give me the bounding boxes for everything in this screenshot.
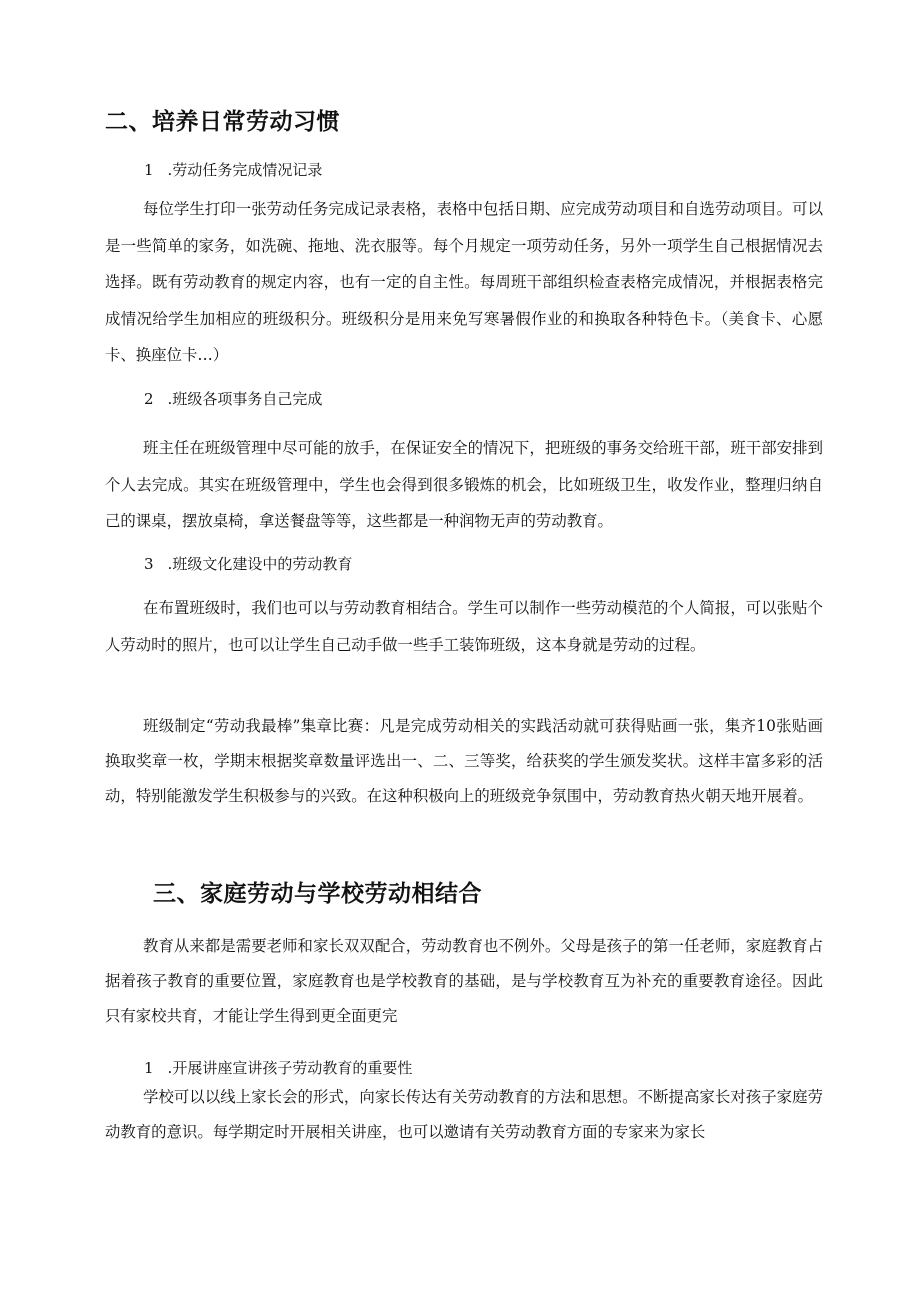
section-3-item-1-paragraph: 学校可以以线上家长会的形式，向家长传达有关劳动教育的方法和思想。不断提高家长对孩子家庭劳动教育的意识。每学期定时开展相关讲座，也可以邀请有关劳动教育方面的专家来为家长 [105, 1088, 823, 1141]
section-3-heading: 三、家庭劳动与学校劳动相结合 [153, 881, 482, 907]
item-label: .班级各项事务自己完成 [167, 390, 323, 408]
section-2-item-2-paragraph: 班主任在班级管理中尽可能的放手，在保证安全的情况下，把班级的事务交给班干部，班干部安排到个人去完成。其实在班级管理中，学生也会得到很多锻炼的机会，比如班级卫生，收发作业，整理归纳自己的课桌，摆放桌椅，拿送餐盘等等，这些都是一种润物无声的劳动教育。 [105, 439, 823, 530]
item-label: .班级文化建设中的劳动教育 [167, 555, 353, 573]
item-number: 1 [144, 161, 154, 179]
section-2-item-1-paragraph: 每位学生打印一张劳动任务完成记录表格，表格中包括日期、应完成劳动项目和自选劳动项目。可以是一些简单的家务，如洗碗、拖地、洗衣服等。每个月规定一项劳动任务，另外一项学生自己根据情况去选择。既有劳动教育的规定内容，也有一定的自主性。每周班干部组织检查表格完成情况，并根据表格完成情况给学生加相应的班级积分。班级积分是用来免写寒暑假作业的和换取各种特色卡。（美食卡、心愿卡、换座位卡…） [105, 200, 823, 364]
item-number: 3 [144, 555, 154, 573]
item-label: .劳动任务完成情况记录 [167, 161, 323, 179]
item-label: .开展讲座宣讲孩子劳动教育的重要性 [167, 1059, 413, 1077]
item-number: 1 [144, 1059, 154, 1077]
section-2-item-3-heading [144, 553, 352, 574]
section-2-item-2-heading [144, 388, 322, 409]
section-2-extra-paragraph: 班级制定“劳动我最棒”集章比赛：凡是完成劳动相关的实践活动就可获得贴画一张，集齐10张贴画换取奖章一枚，学期末根据奖章数量评选出一、二、三等奖，给获奖的学生颁发奖状。这样丰富多彩的活动，特别能激发学生积极参与的兴致。在这种积极向上的班级竞争氛围中，劳动教育热火朝天地开展着。 [105, 717, 823, 805]
section-2-item-3-paragraph: 在布置班级时，我们也可以与劳动教育相结合。学生可以制作一些劳动模范的个人简报，可以张贴个人劳动时的照片，也可以让学生自己动手做一些手工装饰班级，这本身就是劳动的过程。 [105, 599, 823, 654]
item-number: 2 [144, 390, 154, 408]
section-3-item-1-heading [144, 1057, 412, 1078]
section-3-intro-paragraph: 教育从来都是需要老师和家长双双配合，劳动教育也不例外。父母是孩子的第一任老师，家庭教育占据着孩子教育的重要位置，家庭教育也是学校教育的基础，是与学校教育互为补充的重要教育途径。因此只有家校共育，才能让学生得到更全面更完 [105, 937, 823, 1025]
section-2-heading: 二、培养日常劳动习惯 [105, 109, 340, 135]
section-2-item-1-heading [144, 159, 322, 180]
